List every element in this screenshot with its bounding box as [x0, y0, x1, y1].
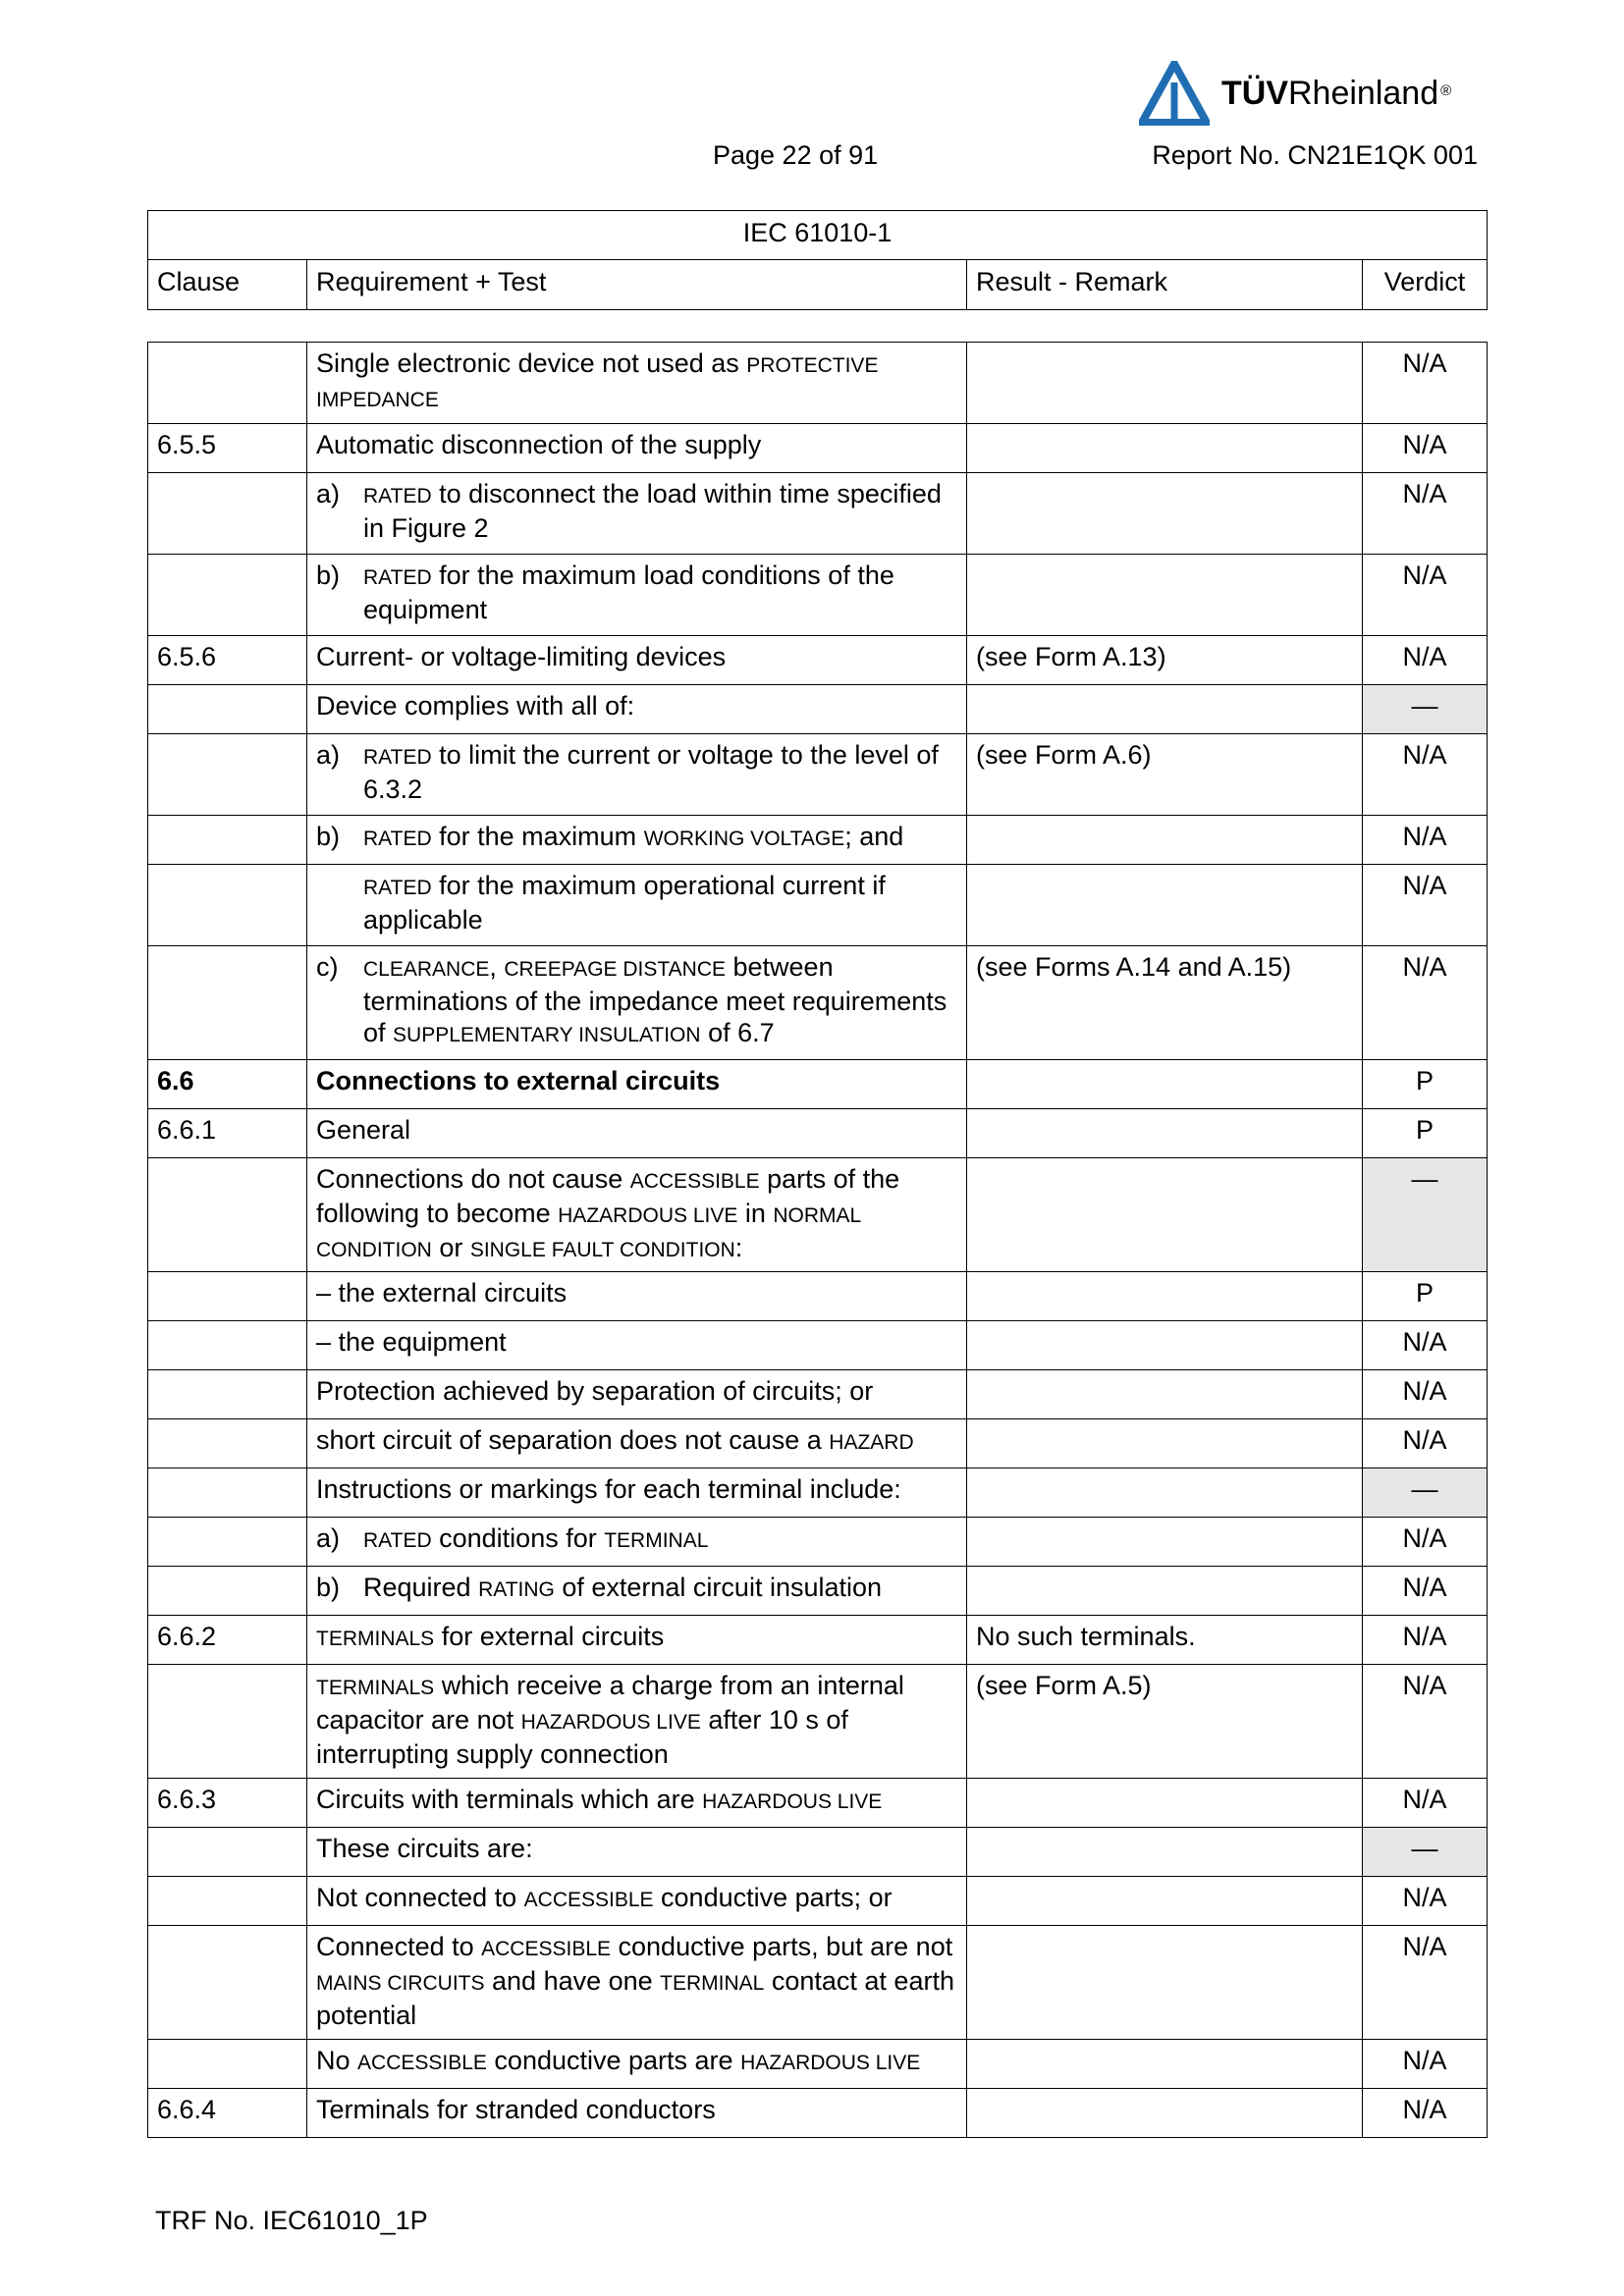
result-cell: [967, 1567, 1363, 1616]
result-cell: [967, 424, 1363, 473]
table-row: [148, 636, 1488, 685]
clause-cell: [148, 1468, 307, 1518]
requirement-cell: Instructions or markings for each terminal include:: [307, 1468, 967, 1518]
clause-cell: [148, 685, 307, 734]
table-row: [148, 1567, 1488, 1616]
trf-number: TRF No. IEC61010_1P: [155, 2206, 428, 2235]
tuv-triangle-icon: [1139, 61, 1210, 126]
result-cell: [967, 555, 1363, 636]
result-cell: (see Form A.6): [967, 734, 1363, 816]
table-row: [148, 946, 1488, 1060]
clause-cell: 6.6.3: [148, 1779, 307, 1828]
clause-cell: [148, 2040, 307, 2089]
result-cell: [967, 1321, 1363, 1370]
table-row: [148, 1779, 1488, 1828]
verdict-cell: N/A: [1363, 865, 1488, 946]
verdict-cell: —: [1363, 1468, 1488, 1518]
clause-cell: [148, 1665, 307, 1779]
table-row: [148, 1665, 1488, 1779]
requirement-cell: RATED for the maximum operational current if applicable: [307, 865, 967, 946]
table-row: [148, 1926, 1488, 2040]
requirement-cell: short circuit of separation does not cause a HAZARD: [307, 1419, 967, 1468]
verdict-cell: N/A: [1363, 555, 1488, 636]
clause-cell: [148, 1877, 307, 1926]
clause-cell: [148, 343, 307, 424]
verdict-cell: N/A: [1363, 1926, 1488, 2040]
table-row: [148, 473, 1488, 555]
clause-cell: [148, 1828, 307, 1877]
requirement-cell: These circuits are:: [307, 1828, 967, 1877]
requirement-cell: Current- or voltage-limiting devices: [307, 636, 967, 685]
table-row: [148, 865, 1488, 946]
verdict-cell: P: [1363, 1109, 1488, 1158]
result-cell: [967, 865, 1363, 946]
clause-cell: 6.6.2: [148, 1616, 307, 1665]
verdict-cell: —: [1363, 1828, 1488, 1877]
requirement-cell: Single electronic device not used as PROTECTIVE IMPEDANCE: [307, 343, 967, 424]
clause-cell: [148, 1370, 307, 1419]
requirement-cell: Device complies with all of:: [307, 685, 967, 734]
result-cell: [967, 2089, 1363, 2138]
table-row: [148, 1370, 1488, 1419]
result-cell: [967, 1877, 1363, 1926]
page-number: Page 22 of 91: [713, 140, 879, 170]
requirement-cell: a) RATED conditions for TERMINAL: [307, 1518, 967, 1567]
requirement-cell: a) RATED to disconnect the load within time specified in Figure 2: [307, 473, 967, 555]
verdict-cell: P: [1363, 1272, 1488, 1321]
table-row: [148, 1272, 1488, 1321]
verdict-cell: N/A: [1363, 1321, 1488, 1370]
verdict-cell: N/A: [1363, 1665, 1488, 1779]
clause-cell: [148, 1272, 307, 1321]
clause-cell: [148, 1926, 307, 2040]
table-row: [148, 1321, 1488, 1370]
report-number: Report No. CN21E1QK 001: [1152, 140, 1478, 170]
result-cell: [967, 1518, 1363, 1567]
result-cell: [967, 1109, 1363, 1158]
logo-wordmark: TÜVRheinland ®: [1221, 75, 1452, 112]
result-cell: [967, 1468, 1363, 1518]
result-cell: [967, 473, 1363, 555]
requirement-cell: Protection achieved by separation of circuits; or: [307, 1370, 967, 1419]
verdict-cell: N/A: [1363, 1518, 1488, 1567]
verdict-cell: —: [1363, 1158, 1488, 1272]
requirement-cell: Automatic disconnection of the supply: [307, 424, 967, 473]
clause-cell: [148, 946, 307, 1060]
verdict-cell: N/A: [1363, 1877, 1488, 1926]
table-row: [148, 555, 1488, 636]
result-cell: [967, 343, 1363, 424]
tuv-rheinland-logo: [1139, 61, 1483, 126]
requirement-cell: Circuits with terminals which are HAZARDOUS LIVE: [307, 1779, 967, 1828]
table-row: [148, 1877, 1488, 1926]
result-cell: [967, 1158, 1363, 1272]
result-cell: [967, 1370, 1363, 1419]
requirement-cell: Terminals for stranded conductors: [307, 2089, 967, 2138]
clause-cell: [148, 1567, 307, 1616]
requirement-cell: Connected to ACCESSIBLE conductive parts, but are not MAINS CIRCUITS and have one TERMINAL contact at earth potential: [307, 1926, 967, 2040]
clause-cell: 6.6.4: [148, 2089, 307, 2138]
verdict-cell: N/A: [1363, 1616, 1488, 1665]
verdict-cell: N/A: [1363, 424, 1488, 473]
clause-cell: [148, 734, 307, 816]
clause-cell: [148, 816, 307, 865]
table-row: [148, 424, 1488, 473]
requirements-table: [147, 342, 1488, 2138]
result-cell: [967, 1060, 1363, 1109]
result-cell: [967, 685, 1363, 734]
table-row: [148, 1419, 1488, 1468]
col-requirement: Requirement + Test: [307, 260, 967, 310]
result-cell: [967, 1419, 1363, 1468]
table-row: [148, 1518, 1488, 1567]
table-row: [148, 2040, 1488, 2089]
requirement-cell: a) RATED to limit the current or voltage to the level of 6.3.2: [307, 734, 967, 816]
table-row: [148, 1109, 1488, 1158]
table-row: [148, 343, 1488, 424]
verdict-cell: P: [1363, 1060, 1488, 1109]
requirement-cell: No ACCESSIBLE conductive parts are HAZARDOUS LIVE: [307, 2040, 967, 2089]
verdict-cell: N/A: [1363, 1419, 1488, 1468]
verdict-cell: N/A: [1363, 2089, 1488, 2138]
result-cell: [967, 1926, 1363, 2040]
col-verdict: Verdict: [1363, 260, 1488, 310]
requirement-cell: b) RATED for the maximum load conditions of the equipment: [307, 555, 967, 636]
verdict-cell: N/A: [1363, 473, 1488, 555]
requirement-cell: b) Required RATING of external circuit insulation: [307, 1567, 967, 1616]
verdict-cell: N/A: [1363, 2040, 1488, 2089]
clause-cell: [148, 1518, 307, 1567]
verdict-cell: N/A: [1363, 1567, 1488, 1616]
table-row: [148, 2089, 1488, 2138]
requirement-cell: b) RATED for the maximum WORKING VOLTAGE; and: [307, 816, 967, 865]
verdict-cell: —: [1363, 685, 1488, 734]
requirement-cell: Connections to external circuits: [307, 1060, 967, 1109]
table-row: [148, 685, 1488, 734]
verdict-cell: N/A: [1363, 734, 1488, 816]
standard-title: IEC 61010-1: [148, 211, 1488, 260]
requirement-cell: – the equipment: [307, 1321, 967, 1370]
verdict-cell: N/A: [1363, 636, 1488, 685]
requirement-cell: – the external circuits: [307, 1272, 967, 1321]
requirement-cell: TERMINALS which receive a charge from an internal capacitor are not HAZARDOUS LIVE after 10 s of interrupting supply connection: [307, 1665, 967, 1779]
clause-cell: 6.5.5: [148, 424, 307, 473]
col-result: Result - Remark: [967, 260, 1363, 310]
verdict-cell: N/A: [1363, 1370, 1488, 1419]
table-row: [148, 1158, 1488, 1272]
result-cell: (see Form A.13): [967, 636, 1363, 685]
requirement-cell: c) CLEARANCE, CREEPAGE DISTANCE between terminations of the impedance meet requirements of SUPPLEMENTARY INSULATION of 6.7: [307, 946, 967, 1060]
verdict-cell: N/A: [1363, 343, 1488, 424]
result-cell: [967, 1828, 1363, 1877]
table-row: [148, 816, 1488, 865]
clause-cell: 6.6.1: [148, 1109, 307, 1158]
clause-cell: [148, 865, 307, 946]
requirement-cell: Not connected to ACCESSIBLE conductive parts; or: [307, 1877, 967, 1926]
table-row: [148, 1616, 1488, 1665]
clause-cell: 6.6: [148, 1060, 307, 1109]
clause-cell: [148, 1419, 307, 1468]
result-cell: [967, 816, 1363, 865]
result-cell: (see Forms A.14 and A.15): [967, 946, 1363, 1060]
clause-cell: [148, 473, 307, 555]
result-cell: No such terminals.: [967, 1616, 1363, 1665]
clause-cell: [148, 555, 307, 636]
result-cell: [967, 2040, 1363, 2089]
col-clause: Clause: [148, 260, 307, 310]
header-table: [147, 210, 1488, 310]
table-row: [148, 1828, 1488, 1877]
clause-cell: [148, 1158, 307, 1272]
verdict-cell: N/A: [1363, 816, 1488, 865]
requirement-cell: General: [307, 1109, 967, 1158]
result-cell: (see Form A.5): [967, 1665, 1363, 1779]
clause-cell: 6.5.6: [148, 636, 307, 685]
requirement-cell: TERMINALS for external circuits: [307, 1616, 967, 1665]
result-cell: [967, 1779, 1363, 1828]
table-row: [148, 1060, 1488, 1109]
table-row: [148, 1468, 1488, 1518]
clause-cell: [148, 1321, 307, 1370]
verdict-cell: N/A: [1363, 1779, 1488, 1828]
result-cell: [967, 1272, 1363, 1321]
table-row: [148, 734, 1488, 816]
verdict-cell: N/A: [1363, 946, 1488, 1060]
requirement-cell: Connections do not cause ACCESSIBLE parts of the following to become HAZARDOUS LIVE in NORMAL CONDITION or SINGLE FAULT CONDITION:: [307, 1158, 967, 1272]
